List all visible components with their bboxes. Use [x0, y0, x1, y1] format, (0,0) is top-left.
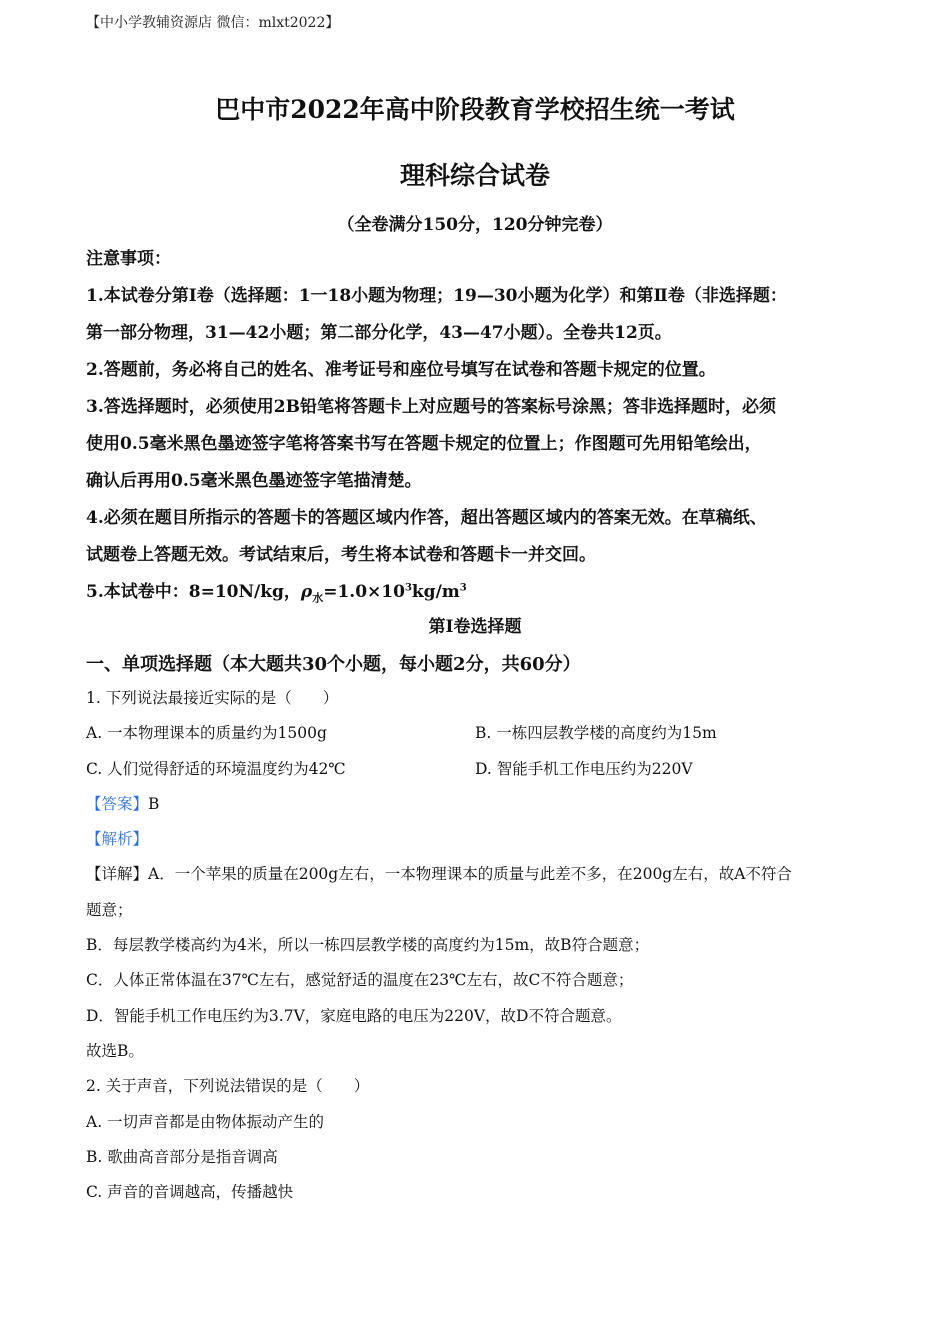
notice-line: 4.必须在题目所指示的答题卡的答题区域内作答，超出答题区域内的答案无效。在草稿纸、 — [86, 508, 767, 528]
option-b: B. 一栋四层教学楼的高度约为15m — [475, 724, 717, 743]
section-title: 第Ⅰ卷选择题 — [428, 617, 522, 637]
paper-subtitle: 理科综合试卷 — [399, 161, 550, 190]
option-c: C. 声音的音调越高，传播越快 — [86, 1183, 294, 1202]
answer-value: B — [148, 794, 160, 813]
notice-line: 3.答选择题时，必须使用2B铅笔将答题卡上对应题号的答案标号涂黑；答非选择题时，必须 — [86, 397, 776, 417]
option-d: D. 智能手机工作电压约为220V — [475, 759, 693, 778]
notice-line: 试题卷上答题无效。考试结束后，考生将本试卷和答题卡一并交回。 — [86, 545, 596, 565]
notice-line: 1.本试卷分第Ⅰ卷（选择题：1一18小题为物理；19—30小题为化学）和第Ⅱ卷（非选择题： — [86, 286, 787, 306]
exponent: 3 — [404, 582, 412, 594]
constants-prefix: 5.本试卷中：8=10N/kg， — [86, 582, 301, 602]
detail-line: C．人体正常体温在37℃左右，感觉舒适的温度在23℃左右，故C不符合题意； — [86, 971, 634, 990]
score-time-note: （全卷满分150分，120分钟完卷） — [337, 215, 613, 235]
exponent: 3 — [459, 582, 467, 594]
option-b: B. 歌曲高音部分是指音调高 — [86, 1147, 278, 1166]
conclusion: 故选B。 — [86, 1041, 144, 1060]
detail-tag: 【详解】 — [86, 865, 149, 884]
density-value: =1.0×10 — [323, 582, 405, 602]
detail-text: A．一个苹果的质量在200g左右，一本物理课本的质量与此差不多，在200g左右，故A不符合 — [148, 865, 792, 884]
option-row — [86, 755, 876, 790]
notice-section — [86, 244, 876, 614]
detail-line: D．智能手机工作电压约为3.7V，家庭电路的电压为220V，故D不符合题意。 — [86, 1006, 622, 1025]
question-stem: 2. 关于声音，下列说法错误的是（ ） — [86, 1077, 370, 1096]
answer-tag: 【答案】 — [86, 794, 149, 813]
questions — [86, 684, 876, 1213]
detail-line: B．每层教学楼高约为4米，所以一栋四层教学楼的高度约为15m，故B符合题意； — [86, 936, 650, 955]
header-note: 【中小学教辅资源店 微信：mlxt2022】 — [86, 15, 340, 31]
analysis-tag: 【解析】 — [86, 830, 149, 849]
exam-title: 巴中市2022年高中阶段教育学校招生统一考试 — [215, 95, 735, 124]
notice-line: 使用0.5毫米黑色墨迹签字笔将答案书写在答题卡规定的位置上；作图题可先用铅笔绘出， — [86, 434, 762, 454]
option-a: A. 一本物理课本的质量约为1500g — [86, 724, 327, 743]
question-stem: 1. 下列说法最接近实际的是（ ） — [86, 689, 339, 707]
notice-heading: 注意事项： — [86, 249, 171, 269]
density-unit: kg/m — [411, 582, 460, 602]
rho-symbol: ρ — [300, 582, 313, 602]
detail-line — [86, 860, 876, 895]
answer-line — [86, 790, 876, 825]
rho-subscript: 水 — [312, 591, 324, 605]
notice-line: 第一部分物理，31—42小题；第二部分化学，43—47小题）。全卷共12页。 — [86, 323, 672, 343]
notice-line: 2.答题前，务必将自己的姓名、准考证号和座位号填写在试卷和答题卡规定的位置。 — [86, 360, 716, 380]
option-a: A. 一切声音都是由物体振动产生的 — [86, 1112, 325, 1131]
option-row — [86, 719, 876, 754]
part-title: 一、单项选择题（本大题共30个小题，每小题2分，共60分） — [86, 654, 581, 675]
notice-line: 确认后再用0.5毫米黑色墨迹签字笔描清楚。 — [86, 471, 422, 491]
option-c: C. 人们觉得舒适的环境温度约为42℃ — [86, 759, 346, 778]
notice-line-constants — [86, 577, 876, 614]
detail-line: 题意； — [86, 900, 133, 919]
